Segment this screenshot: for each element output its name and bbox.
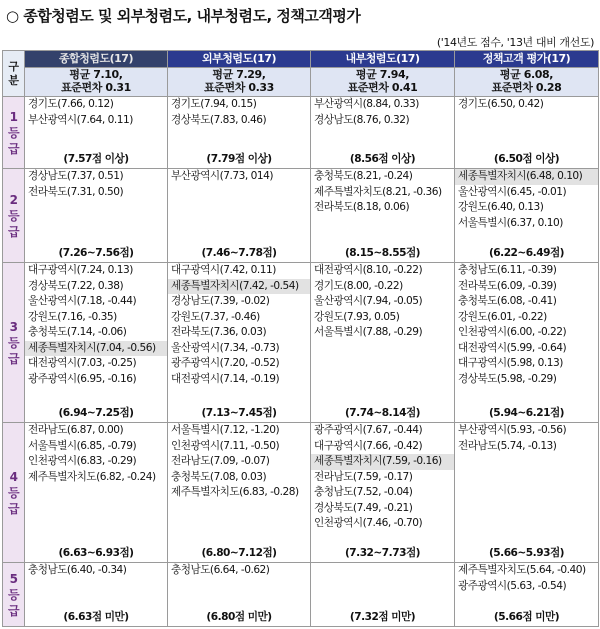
score-range: (7.57점 이상) (63, 153, 129, 165)
region-entry: 충청남도(7.52, -0.04) (314, 486, 413, 498)
region-entry: 경상남도(7.37, 0.51) (28, 170, 124, 182)
grade-row-2 (3, 169, 599, 263)
score-range: (7.32점 미만) (349, 611, 416, 623)
region-entry: 전라북도(7.31, 0.50) (28, 185, 124, 198)
page-title: ○ 종합청렴도 및 외부청렴도, 내부청렴도, 정책고객평가 (6, 7, 361, 25)
region-entry: 세종특별자치시(7.42, -0.54) (168, 279, 310, 295)
region-entry: 경기도(8.00, -0.22) (314, 279, 403, 292)
corner-cell (3, 51, 25, 97)
grade-word: 급 (7, 141, 20, 156)
region-entry: 세종특별자치시(7.04, -0.56) (25, 341, 167, 357)
region-entry: 경상북도(5.98, -0.29) (458, 372, 557, 385)
score-range: (6.63점 미만) (63, 611, 129, 623)
grade-cell (455, 263, 599, 423)
grade-row-1 (3, 97, 599, 169)
column-header-overall: 종합청렴도(17) (25, 51, 168, 68)
region-entry: 전라북도(6.09, -0.39) (458, 279, 557, 292)
grade-word: 급 (7, 224, 20, 239)
grade-word: 급 (7, 501, 20, 516)
stats-external (168, 68, 311, 97)
grade-label-2 (3, 169, 25, 263)
region-entry: 강원도(7.37, -0.46) (171, 310, 260, 323)
grade-row-5 (3, 563, 599, 627)
grade-cell (168, 423, 311, 563)
region-entry: 인천광역시(6.83, -0.29) (28, 455, 137, 467)
region-entry: 제주특별자치도(5.64, -0.40) (458, 564, 586, 576)
grade-cell (455, 169, 599, 263)
region-entry: 경상북도(7.83, 0.46) (171, 113, 267, 126)
region-entry: 전라북도(8.18, 0.06) (314, 201, 410, 213)
region-entry: 인천광역시(7.11, -0.50) (171, 439, 280, 452)
region-entry: 대구광역시(7.24, 0.13) (28, 264, 133, 276)
score-range: (5.66~5.93점) (488, 547, 565, 559)
region-entry: 대전광역시(8.10, -0.22) (314, 264, 423, 276)
grade-number: 3 (9, 319, 18, 334)
sd-policy: 표준편차 0.28 (491, 81, 562, 94)
region-entry: 강원도(6.01, -0.22) (458, 310, 547, 323)
score-note: ('14년도 점수, '13년 대비 개선도) (436, 36, 594, 49)
region-entry: 울산광역시(7.34, -0.73) (171, 341, 280, 354)
grade-label-5 (3, 563, 25, 627)
region-entry: 울산광역시(6.45, -0.01) (458, 185, 567, 198)
stats-policy (455, 68, 599, 97)
score-range: (6.50점 이상) (493, 153, 560, 165)
grade-cell (455, 97, 599, 169)
grade-cell (168, 563, 311, 627)
score-range: (5.94~6.21점) (488, 407, 565, 419)
region-entry: 대구광역시(7.66, -0.42) (314, 439, 423, 452)
region-entry: 전라남도(7.09, -0.07) (171, 455, 270, 467)
score-range: (7.46~7.78점) (201, 247, 277, 259)
region-entry: 충청북도(7.14, -0.06) (28, 326, 127, 338)
grade-word: 등 (7, 485, 20, 500)
region-entry: 전라남도(5.74, -0.13) (458, 439, 557, 452)
region-entry: 경상남도(7.39, -0.02) (171, 295, 270, 307)
grade-word: 등 (7, 587, 20, 602)
grade-row-3 (3, 263, 599, 423)
region-entry: 부산광역시(5.93, -0.56) (458, 424, 567, 436)
region-entry: 대구광역시(7.42, 0.11) (171, 264, 276, 276)
region-entry: 경상남도(8.76, 0.32) (314, 113, 410, 126)
score-range: (6.80점 미만) (206, 611, 272, 623)
column-header-internal: 내부청렴도(17) (311, 51, 455, 68)
grade-cell (311, 97, 455, 169)
grade-word: 등 (7, 335, 20, 350)
grade-cell (311, 423, 455, 563)
grade-number: 2 (9, 192, 18, 207)
sd-internal: 표준편차 0.41 (347, 81, 418, 94)
grade-cell (311, 169, 455, 263)
grade-cell (25, 563, 168, 627)
grade-number: 1 (9, 109, 18, 124)
grade-label-3 (3, 263, 25, 423)
column-header-policy: 정책고객 평가(17) (455, 51, 599, 68)
region-entry: 대전광역시(5.99, -0.64) (458, 341, 567, 354)
grade-word: 등 (7, 125, 20, 140)
grade-word: 급 (7, 603, 20, 618)
region-entry: 경상북도(7.22, 0.38) (28, 279, 124, 292)
avg-external: 평균 7.29, (212, 68, 266, 81)
score-range: (8.56점 이상) (349, 153, 416, 165)
stats-internal (311, 68, 455, 97)
region-entry: 대전광역시(7.03, -0.25) (28, 357, 137, 369)
sd-overall: 표준편차 0.31 (61, 81, 131, 94)
region-entry: 울산광역시(7.94, -0.05) (314, 295, 423, 307)
region-entry: 서울특별시(6.85, -0.79) (28, 439, 137, 452)
score-range: (7.74~8.14점) (344, 407, 421, 419)
region-entry: 제주특별자치도(6.83, -0.28) (171, 486, 299, 498)
score-range: (8.15~8.55점) (344, 247, 421, 259)
corner-label-2: 분 (8, 73, 19, 87)
region-entry: 강원도(6.40, 0.13) (458, 201, 544, 213)
column-header-external: 외부청렴도(17) (168, 51, 311, 68)
region-entry: 인천광역시(7.46, -0.70) (314, 517, 423, 529)
score-range: (7.79점 이상) (206, 153, 272, 165)
region-entry: 울산광역시(7.18, -0.44) (28, 295, 137, 307)
region-entry: 부산광역시(7.73, 014) (171, 170, 273, 182)
region-entry: 충청남도(6.64, -0.62) (171, 564, 270, 576)
grade-cell (311, 563, 455, 627)
region-entry: 대전광역시(7.14, -0.19) (171, 372, 280, 385)
grade-cell (168, 97, 311, 169)
grade-body (3, 97, 599, 627)
corner-label-1: 구 (8, 59, 19, 73)
region-entry: 충청남도(6.40, -0.34) (28, 564, 127, 576)
region-entry: 강원도(7.93, 0.05) (314, 310, 400, 323)
score-range: (7.26~7.56점) (58, 247, 134, 259)
region-entry: 광주광역시(5.63, -0.54) (458, 579, 567, 592)
avg-policy: 평균 6.08, (499, 68, 554, 81)
grade-label-4 (3, 423, 25, 563)
region-entry: 제주특별자치도(6.82, -0.24) (28, 470, 156, 483)
region-entry: 광주광역시(7.67, -0.44) (314, 424, 423, 436)
region-entry: 부산광역시(7.64, 0.11) (28, 113, 133, 126)
region-entry: 충청북도(8.21, -0.24) (314, 170, 413, 182)
grade-cell (25, 423, 168, 563)
stats-overall (25, 68, 168, 97)
region-entry: 전라남도(6.87, 0.00) (28, 424, 124, 436)
grade-cell (25, 263, 168, 423)
sd-external: 표준편차 0.33 (204, 81, 274, 94)
grade-cell (455, 563, 599, 627)
region-entry: 서울특별시(6.37, 0.10) (458, 216, 563, 229)
grade-word: 등 (7, 208, 20, 223)
region-entry: 세종특별자치시(6.48, 0.10) (455, 169, 598, 185)
avg-internal: 평균 7.94, (355, 68, 410, 81)
region-entry: 충청북도(7.08, 0.03) (171, 470, 267, 483)
region-entry: 경상북도(7.49, -0.21) (314, 501, 413, 514)
region-entry: 전라북도(7.36, 0.03) (171, 326, 267, 338)
grade-cell (455, 423, 599, 563)
region-entry: 서울특별시(7.12, -1.20) (171, 424, 280, 436)
header-row (3, 51, 599, 68)
grade-cell (25, 169, 168, 263)
grade-word: 급 (7, 351, 20, 366)
region-entry: 세종특별자치시(7.59, -0.16) (311, 454, 454, 470)
region-entry: 부산광역시(8.84, 0.33) (314, 98, 419, 110)
region-entry: 전라남도(7.59, -0.17) (314, 470, 413, 483)
grade-number: 5 (9, 571, 18, 586)
region-entry: 충청남도(6.11, -0.39) (458, 264, 557, 276)
score-range: (7.13~7.45점) (201, 407, 277, 419)
grade-cell (25, 97, 168, 169)
region-entry: 서울특별시(7.88, -0.29) (314, 326, 423, 338)
region-entry: 강원도(7.16, -0.35) (28, 310, 117, 323)
region-entry: 경기도(6.50, 0.42) (458, 98, 544, 110)
region-entry: 경기도(7.94, 0.15) (171, 98, 257, 110)
stats-row (3, 68, 599, 97)
avg-overall: 평균 7.10, (69, 68, 123, 81)
score-range: (6.22~6.49점) (488, 247, 565, 259)
score-range: (6.63~6.93점) (58, 547, 134, 559)
grade-number: 4 (9, 469, 18, 484)
integrity-table (2, 50, 599, 627)
region-entry: 충청북도(6.08, -0.41) (458, 295, 557, 307)
grade-label-1 (3, 97, 25, 169)
region-entry: 대구광역시(5.98, 0.13) (458, 357, 563, 369)
grade-row-4 (3, 423, 599, 563)
region-entry: 광주광역시(6.95, -0.16) (28, 372, 137, 385)
score-range: (7.32~7.73점) (344, 547, 421, 559)
score-range: (6.80~7.12점) (201, 547, 277, 559)
region-entry: 경기도(7.66, 0.12) (28, 98, 114, 110)
grade-cell (168, 263, 311, 423)
region-entry: 제주특별자치도(8.21, -0.36) (314, 185, 442, 198)
region-entry: 인천광역시(6.00, -0.22) (458, 326, 567, 338)
score-range: (6.94~7.25점) (58, 407, 134, 419)
region-entry: 광주광역시(7.20, -0.52) (171, 357, 280, 369)
score-range: (5.66점 미만) (493, 611, 560, 623)
grade-cell (168, 169, 311, 263)
grade-cell (311, 263, 455, 423)
